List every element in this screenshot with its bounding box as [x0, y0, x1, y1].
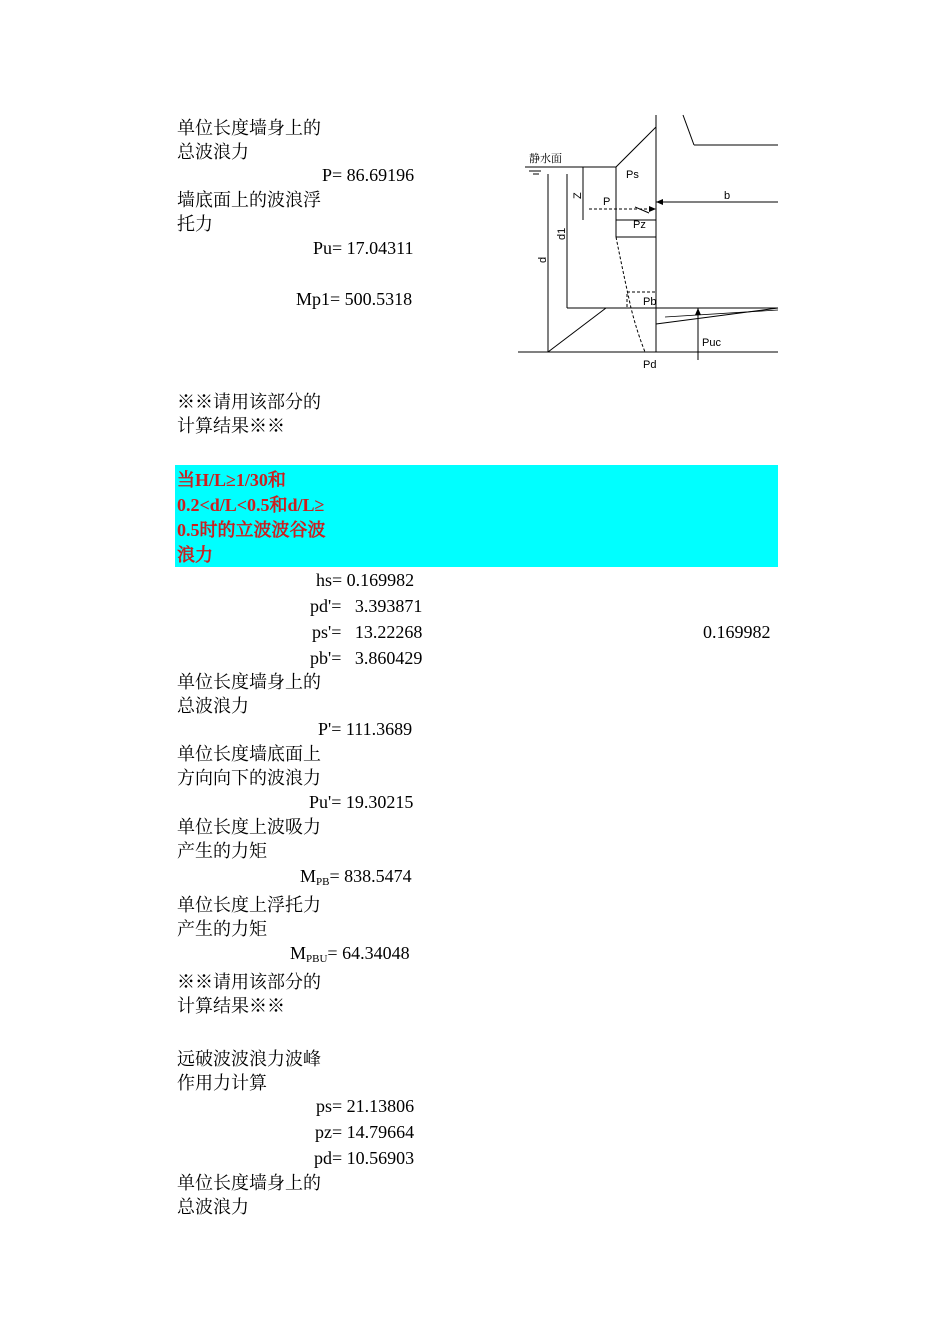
mpbu-value: = 64.34048 [327, 943, 410, 963]
pz-symbol: pz= [315, 1122, 343, 1142]
label-total-wave-force-3: 单位长度墙身上的 总波浪力 [177, 1173, 321, 1217]
label-uplift-force: 墙底面上的波浪浮 托力 [177, 190, 321, 234]
label-total-wave-force-1: 单位长度墙身上的 总波浪力 [177, 118, 321, 162]
p-label: P [603, 196, 611, 208]
pu-symbol: Pu= [313, 238, 343, 258]
pu-prime-value: 19.30215 [345, 792, 414, 812]
pz-value: 14.79664 [346, 1122, 415, 1142]
mp1-value-row [296, 287, 412, 311]
label-buoyancy-moment: 单位长度上浮托力 产生的力矩 [177, 895, 321, 939]
section-title-wave-trough: 当H/L≥1/30和 0.2<d/L<0.5和d/L≥ 0.5时的立波波谷波 浪力 [177, 470, 326, 565]
ps-prime-value: 13.22268 [354, 622, 423, 642]
label-total-wave-force-2: 单位长度墙身上的 总波浪力 [177, 672, 321, 716]
still-water-label: 静水面 [529, 153, 562, 165]
side-value: 0.169982 [703, 622, 771, 642]
pz-row [315, 1120, 414, 1144]
p-prime-symbol: P'= [318, 719, 342, 739]
ps-label: Ps [626, 169, 639, 181]
label-downward-force: 单位长度墙底面上 方向向下的波浪力 [177, 744, 321, 788]
ps-prime-row [312, 620, 422, 644]
mpb-subscript: PB [316, 876, 330, 888]
puc-label: Puc [702, 337, 721, 349]
p-prime-value: 111.3689 [345, 719, 413, 739]
z-label: Z [572, 192, 584, 199]
p-symbol: P= [322, 165, 343, 185]
pu-value-row [313, 236, 414, 260]
p-prime-row [318, 717, 412, 741]
ps-row [316, 1094, 414, 1118]
note-use-results-2: ※※请用该部分的 计算结果※※ [177, 972, 321, 1016]
label-suction-moment: 单位长度上波吸力 产生的力矩 [177, 817, 321, 861]
pd-prime-row [310, 594, 422, 618]
label-far-breaking-wave: 远破波波浪力波峰 作用力计算 [177, 1049, 321, 1093]
ps-symbol: ps= [316, 1096, 343, 1116]
pu-value: 17.04311 [346, 238, 414, 258]
pd-value: 10.56903 [346, 1148, 415, 1168]
mp1-symbol: Mp1= [296, 289, 341, 309]
pd-row [314, 1146, 414, 1170]
b-label: b [724, 190, 731, 202]
hs-value: 0.169982 [346, 570, 415, 590]
ps-prime-symbol: ps'= [312, 622, 342, 642]
pb-label: Pb [643, 296, 657, 308]
ps-value: 21.13806 [346, 1096, 415, 1116]
pu-prime-row [309, 790, 413, 814]
p-value: 86.69196 [346, 165, 415, 185]
pd-label: Pd [643, 359, 657, 371]
hs-symbol: hs= [316, 570, 343, 590]
pb-prime-value: 3.860429 [354, 648, 423, 668]
hs-row [316, 568, 414, 592]
p-value-row [322, 163, 414, 187]
mpbu-symbol: M [290, 943, 307, 963]
note-use-results-1: ※※请用该部分的 计算结果※※ [177, 392, 321, 436]
pb-prime-symbol: pb'= [310, 648, 342, 668]
pb-prime-row [310, 646, 422, 670]
d1-label: d1 [556, 227, 568, 240]
d-label: d [537, 256, 549, 263]
pu-prime-symbol: Pu'= [309, 792, 342, 812]
mp1-value: 500.5318 [344, 289, 413, 309]
pd-prime-value: 3.393871 [354, 596, 423, 616]
mpb-row [300, 864, 412, 894]
mpbu-subscript: PBU [306, 953, 328, 965]
pd-prime-symbol: pd'= [310, 596, 342, 616]
mpbu-row [290, 941, 410, 971]
pz-label: Pz [633, 219, 646, 231]
mpb-symbol: M [300, 866, 317, 886]
pd-symbol: pd= [314, 1148, 343, 1168]
wave-pressure-diagram [515, 112, 780, 377]
mpb-value: = 838.5474 [329, 866, 412, 886]
